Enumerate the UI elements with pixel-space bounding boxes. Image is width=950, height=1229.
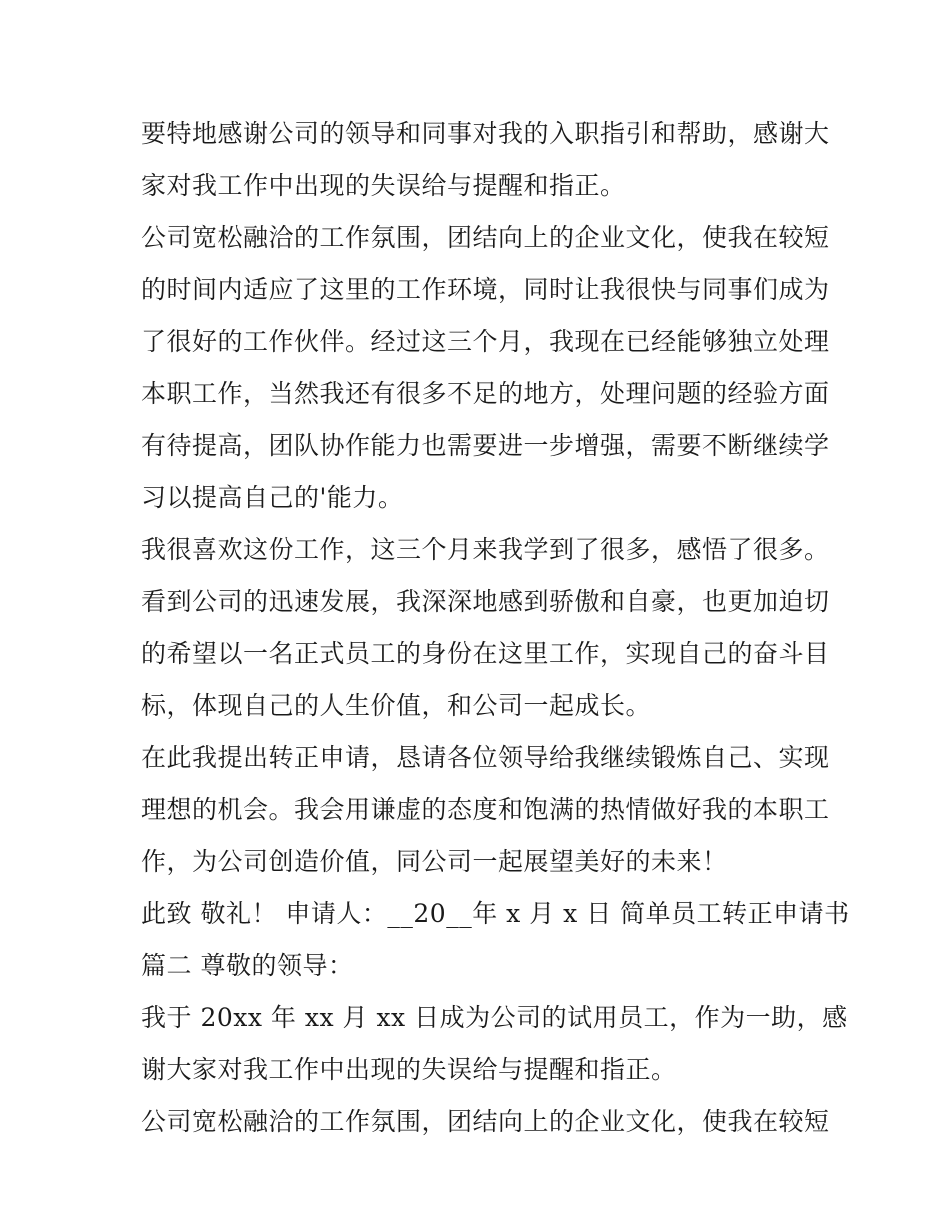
text-line: 有待提高，团队协作能力也需要进一步增强，需要不断继续学 bbox=[141, 431, 830, 460]
text-line: 谢大家对我工作中出现的失误给与提醒和指正。 bbox=[141, 1055, 677, 1084]
text-line: 的希望以一名正式员工的身份在这里工作，实现自己的奋斗目 bbox=[141, 639, 830, 668]
text-line: 看到公司的迅速发展，我深深地感到骄傲和自豪，也更加迫切 bbox=[141, 587, 830, 616]
text-line: 习以提高自己的'能力。 bbox=[141, 483, 404, 512]
text-line: 本职工作，当然我还有很多不足的地方，处理问题的经验方面 bbox=[141, 379, 830, 408]
text-line: 我很喜欢这份工作，这三个月来我学到了很多，感悟了很多。 bbox=[141, 535, 830, 564]
text-line: 公司宽松融洽的工作氛围，团结向上的企业文化，使我在较短 bbox=[141, 223, 830, 252]
text-line: 公司宽松融洽的工作氛围，团结向上的企业文化，使我在较短 bbox=[141, 1107, 830, 1136]
text-line: 了很好的工作伙伴。经过这三个月，我现在已经能够独立处理 bbox=[141, 327, 830, 356]
document-body bbox=[141, 108, 850, 1148]
text-line: 的时间内适应了这里的工作环境，同时让我很快与同事们成为 bbox=[141, 275, 830, 304]
text-line: 要特地感谢公司的领导和同事对我的入职指引和帮助，感谢大 bbox=[141, 119, 830, 148]
text-line: 标，体现自己的人生价值，和公司一起成长。 bbox=[141, 691, 652, 720]
text-line: 作，为公司创造价值，同公司一起展望美好的未来！ bbox=[141, 847, 728, 876]
text-line: 在此我提出转正申请，恳请各位领导给我继续锻炼自己、实现 bbox=[141, 743, 830, 772]
text-line: 家对我工作中出现的失误给与提醒和指正。 bbox=[141, 171, 626, 200]
text-line: 此致 敬礼！ 申请人：__20__年 x 月 x 日 简单员工转正申请书 bbox=[141, 899, 850, 928]
text-line: 我于 20xx 年 xx 月 xx 日成为公司的试用员工，作为一助，感 bbox=[141, 1003, 848, 1032]
text-line: 理想的机会。我会用谦虚的态度和饱满的热情做好我的本职工 bbox=[141, 795, 830, 824]
text-line: 篇二 尊敬的领导： bbox=[141, 951, 354, 980]
